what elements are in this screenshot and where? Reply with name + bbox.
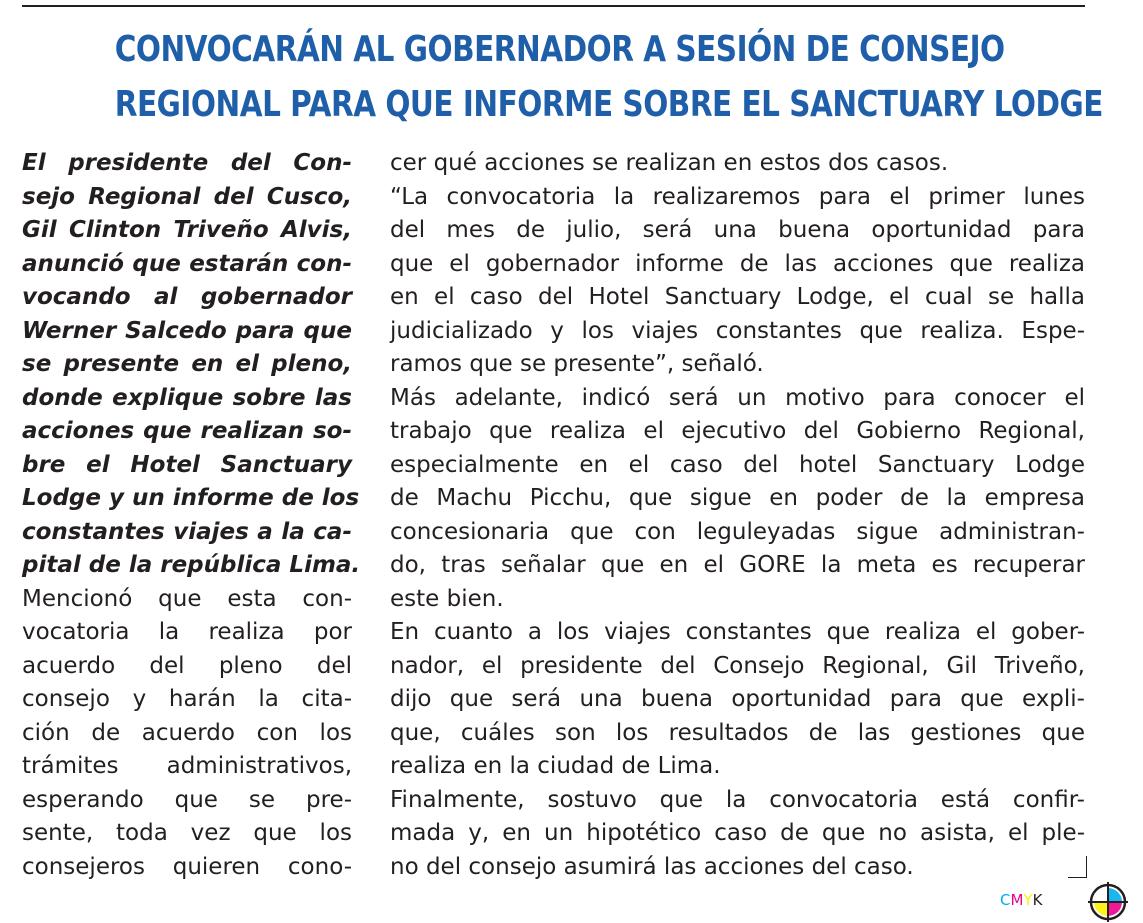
headline bbox=[114, 22, 1103, 132]
lead-line: bre el Hotel Sanctuary bbox=[22, 451, 352, 478]
lead-line: sejo Regional del Cusco, bbox=[22, 183, 352, 210]
lead-line: Lodge y un informe de los bbox=[22, 485, 360, 511]
body-line: esperando que se pre- bbox=[22, 786, 352, 813]
body-line: concesionaria que con leguleyadas sigue administran- bbox=[390, 518, 1085, 545]
lead-line: anunció que estarán con- bbox=[22, 250, 352, 277]
lead-line: Gil Clinton Triveño Alvis, bbox=[22, 217, 352, 243]
cmyk-label bbox=[1000, 891, 1042, 909]
body-line: que, cuáles son los resultados de las gestiones que bbox=[390, 719, 1085, 746]
body-line: mada y, en un hipotético caso de que no asista, el ple- bbox=[390, 820, 1085, 846]
body-line: no del consejo asumirá las acciones del caso. bbox=[390, 853, 914, 880]
right-column bbox=[390, 147, 1085, 884]
body-line: trámites administrativos, bbox=[22, 753, 352, 779]
cmyk-c: C bbox=[1000, 891, 1011, 909]
body-line: ción de acuerdo con los bbox=[22, 719, 352, 746]
headline-line-2: REGIONAL PARA QUE INFORME SOBRE EL SANCTUARY LODGE bbox=[114, 84, 1103, 125]
lead-line: acciones que realizan so- bbox=[22, 418, 352, 444]
lead-line: vocando al gobernador bbox=[22, 284, 352, 310]
lead-line: se presente en el pleno, bbox=[22, 351, 352, 377]
body-line: Finalmente, sostuvo que la convocatoria está confir- bbox=[390, 786, 1085, 813]
lead-line: constantes viajes a la ca- bbox=[22, 518, 352, 545]
body-line: judicializado y los viajes constantes que realiza. Espe- bbox=[390, 317, 1085, 344]
cmyk-k: K bbox=[1032, 891, 1043, 909]
body-line: del mes de julio, será una buena oportunidad para bbox=[390, 217, 1085, 243]
headline-line-1: CONVOCARÁN AL GOBERNADOR A SESIÓN DE CONSEJO bbox=[114, 29, 1005, 70]
body-line: de Machu Picchu, que sigue en poder de la empresa bbox=[390, 485, 1085, 511]
body-line: Mencionó que esta con- bbox=[22, 585, 352, 612]
lead-paragraph bbox=[22, 147, 361, 583]
left-column bbox=[22, 147, 361, 884]
body-line: “La convocatoria la realizaremos para el primer lunes bbox=[390, 183, 1085, 210]
body-line: nador, el presidente del Consejo Regional, Gil Triveño, bbox=[390, 652, 1085, 679]
body-line: dijo que será una buena oportunidad para que expli- bbox=[390, 686, 1085, 712]
lead-line: donde explique sobre las bbox=[22, 384, 352, 411]
cmyk-y: Y bbox=[1023, 891, 1033, 909]
lead-line: Werner Salcedo para que bbox=[22, 317, 352, 344]
body-line: en el caso del Hotel Sanctuary Lodge, el cual se halla bbox=[390, 284, 1085, 310]
body-line: que el gobernador informe de las acciones que realiza bbox=[390, 250, 1085, 277]
crop-mark bbox=[1086, 856, 1087, 878]
body-line: do, tras señalar que en el GORE la meta es recuperar bbox=[390, 552, 1085, 578]
body-line: realiza en la ciudad de Lima. bbox=[390, 753, 721, 779]
body-line: Más adelante, indicó será un motivo para conocer el bbox=[390, 384, 1085, 411]
lead-line: pital de la república Lima. bbox=[22, 552, 361, 578]
lead-line: El presidente del Con- bbox=[22, 150, 352, 176]
body-line: En cuanto a los viajes constantes que realiza el gober- bbox=[390, 619, 1085, 645]
top-rule bbox=[22, 5, 1085, 7]
body-line: consejo y harán la cita- bbox=[22, 686, 352, 712]
body-line: este bien. bbox=[390, 585, 504, 612]
body-line: consejeros quieren cono- bbox=[22, 853, 352, 880]
body-line: ramos que se presente”, señaló. bbox=[390, 351, 764, 377]
body-line: acuerdo del pleno del bbox=[22, 652, 352, 679]
body-line: vocatoria la realiza por bbox=[22, 619, 352, 645]
cmyk-m: M bbox=[1010, 891, 1024, 909]
body-line: trabajo que realiza el ejecutivo del Gobierno Regional, bbox=[390, 418, 1085, 444]
body-line: sente, toda vez que los bbox=[22, 820, 352, 846]
registration-mark-icon bbox=[1088, 882, 1128, 922]
left-body-paragraph bbox=[22, 583, 352, 885]
crop-mark bbox=[1068, 877, 1087, 878]
body-line: especialmente en el caso del hotel Sanctuary Lodge bbox=[390, 451, 1085, 478]
body-line: cer qué acciones se realizan en estos dos casos. bbox=[390, 150, 949, 176]
